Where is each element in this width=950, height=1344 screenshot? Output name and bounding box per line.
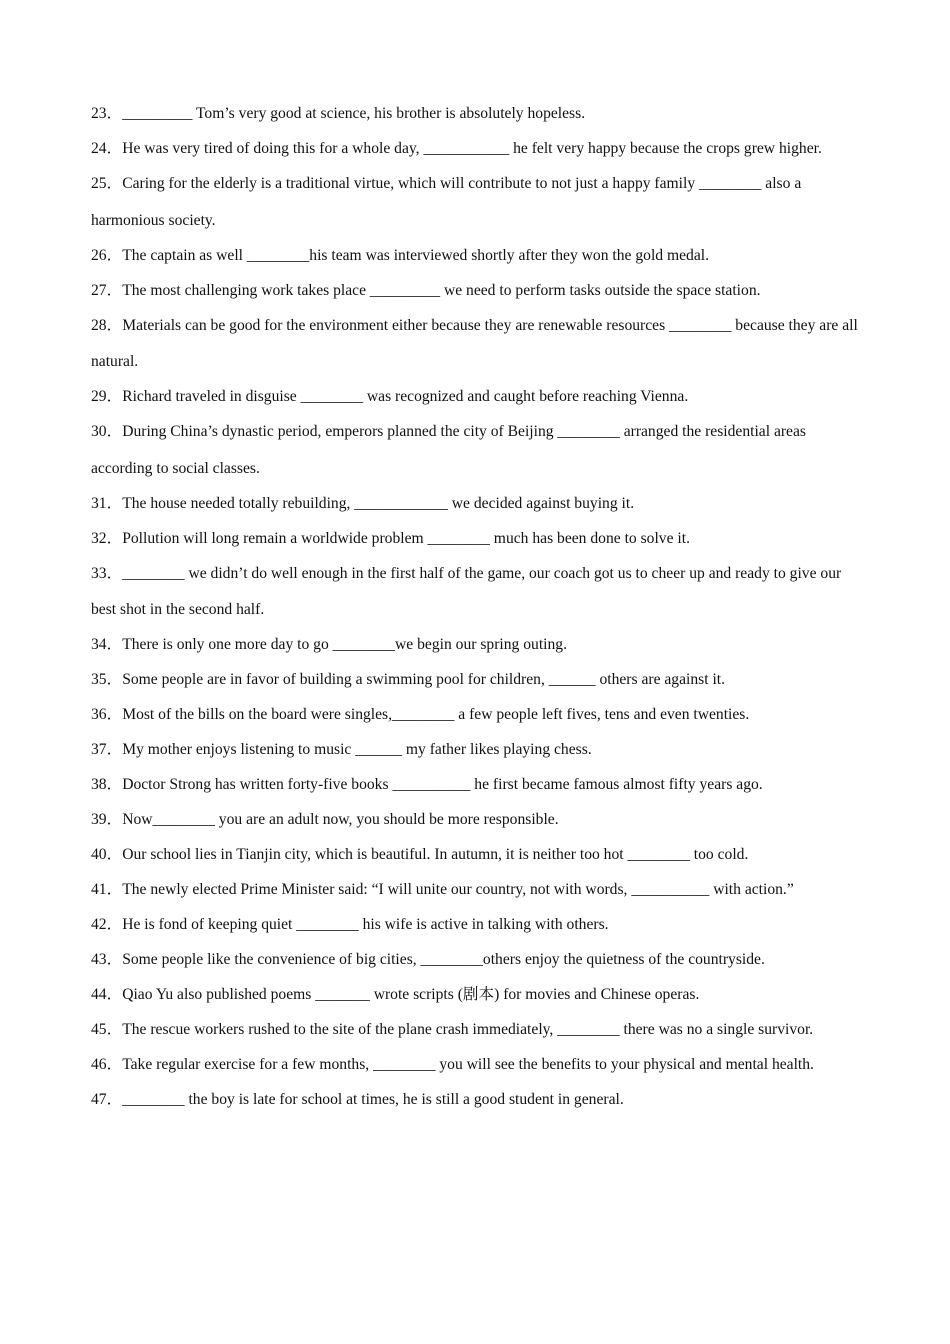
question-item — [91, 662, 866, 699]
question-number: 26． — [91, 246, 123, 264]
question-text: There is only one more day to go ________we begin our spring outing. — [122, 636, 567, 653]
question-number: 30． — [91, 423, 123, 440]
question-item — [91, 414, 866, 487]
question-text: My mother enjoys listening to music ______ my father likes playing chess. — [122, 741, 592, 758]
question-text: Some people like the convenience of big cities, ________others enjoy the quietness of the countryside. — [122, 951, 765, 968]
question-number: 38． — [91, 776, 123, 793]
question-text: Some people are in favor of building a swimming pool for children, ______ others are against it. — [122, 671, 726, 688]
question-text: Our school lies in Tianjin city, which is beautiful. In autumn, it is neither too hot ________ too cold. — [122, 846, 749, 863]
question-item — [91, 697, 866, 734]
question-text: During China’s dynastic period, emperors planned the city of Beijing ________ arranged the residential areas according to social classes. — [91, 423, 806, 477]
question-item — [91, 627, 866, 664]
question-item — [91, 486, 866, 523]
question-item — [91, 556, 866, 629]
question-text: Doctor Strong has written forty-five books __________ he first became famous almost fifty years ago. — [122, 776, 763, 793]
question-number: 47． — [91, 1091, 123, 1108]
question-number: 27． — [91, 281, 123, 299]
question-number: 39． — [91, 811, 123, 828]
question-text: He was very tired of doing this for a whole day, ___________ he felt very happy because the crops grew higher. — [122, 140, 822, 157]
question-text: Most of the bills on the board were singles,________ a few people left fives, tens and even twenties. — [122, 706, 750, 723]
question-number: 36． — [91, 706, 123, 723]
question-item — [91, 1082, 866, 1119]
question-number: 33． — [91, 564, 123, 582]
question-number: 37． — [91, 741, 123, 758]
question-item — [91, 977, 866, 1014]
question-item — [91, 907, 866, 944]
question-number: 46． — [91, 1056, 123, 1073]
question-item — [91, 802, 866, 839]
question-number: 24． — [91, 140, 123, 157]
question-item — [91, 308, 866, 381]
question-item — [91, 872, 866, 909]
question-number: 31． — [91, 494, 123, 512]
question-text: ________ we didn’t do well enough in the first half of the game, our coach got us to cheer up and ready to give our best shot in the second half. — [91, 564, 842, 618]
question-text: The newly elected Prime Minister said: “I will unite our country, not with words, __________ with action.” — [122, 881, 794, 898]
question-text: The house needed totally rebuilding, ____________ we decided against buying it. — [122, 494, 635, 512]
question-text: Take regular exercise for a few months, ________ you will see the benefits to your physical and mental health. — [122, 1056, 814, 1073]
question-number: 35． — [91, 671, 123, 688]
question-number: 25． — [91, 175, 123, 192]
question-item — [91, 767, 866, 804]
question-text: Richard traveled in disguise ________ was recognized and caught before reaching Vienna. — [122, 388, 689, 405]
question-text: The most challenging work takes place _________ we need to perform tasks outside the space station. — [122, 281, 761, 299]
question-text: He is fond of keeping quiet ________ his wife is active in talking with others. — [122, 916, 609, 933]
question-item — [91, 837, 866, 874]
question-text: Pollution will long remain a worldwide problem ________ much has been done to solve it. — [122, 529, 690, 547]
question-item — [91, 379, 866, 416]
question-item — [91, 131, 866, 168]
question-text: Qiao Yu also published poems _______ wrote scripts (剧本) for movies and Chinese operas. — [122, 986, 700, 1003]
question-text: Caring for the elderly is a traditional virtue, which will contribute to not just a happy family ________ also a harmonious society. — [91, 175, 802, 229]
question-number: 34． — [91, 636, 123, 653]
question-item — [91, 166, 866, 239]
question-number: 40． — [91, 846, 123, 863]
question-item — [91, 1047, 866, 1084]
question-number: 42． — [91, 916, 123, 933]
question-item — [91, 1012, 866, 1049]
question-number: 45． — [91, 1021, 123, 1038]
question-number: 23． — [91, 105, 123, 122]
question-list — [91, 96, 866, 1117]
question-number: 41． — [91, 881, 123, 898]
question-item — [91, 96, 866, 133]
question-text: The rescue workers rushed to the site of the plane crash immediately, ________ there was no a single survivor. — [122, 1021, 814, 1038]
question-number: 32． — [91, 529, 123, 547]
question-number: 28． — [91, 316, 123, 334]
question-text: Materials can be good for the environment either because they are renewable resources ________ because they are all natural. — [91, 316, 858, 370]
question-item — [91, 942, 866, 979]
question-item — [91, 521, 866, 558]
question-item — [91, 238, 866, 275]
question-text: ________ the boy is late for school at times, he is still a good student in general. — [122, 1091, 624, 1108]
question-number: 43． — [91, 951, 123, 968]
question-item — [91, 273, 866, 310]
question-number: 44． — [91, 986, 123, 1003]
question-number: 29． — [91, 388, 123, 405]
question-text: Now________ you are an adult now, you should be more responsible. — [122, 811, 559, 828]
question-item — [91, 732, 866, 769]
question-text: The captain as well ________his team was interviewed shortly after they won the gold medal. — [122, 246, 709, 264]
question-text: _________ Tom’s very good at science, his brother is absolutely hopeless. — [122, 105, 586, 122]
